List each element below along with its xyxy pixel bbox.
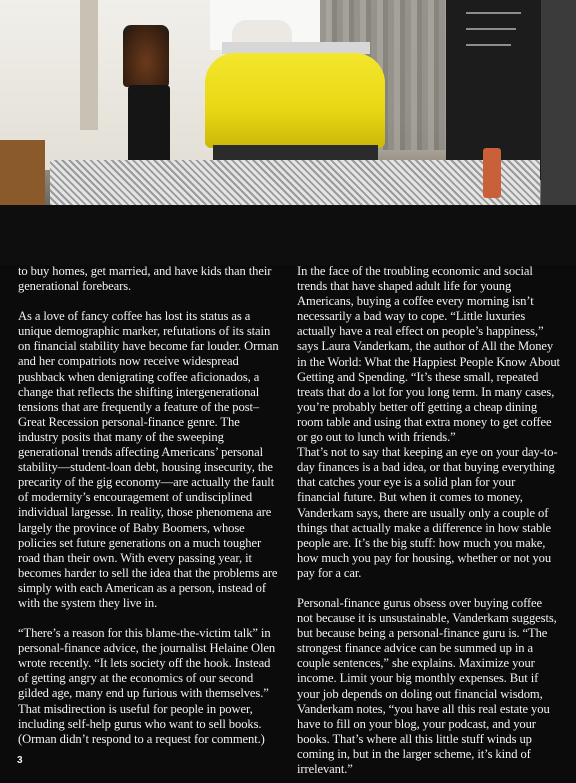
- header-photo: [0, 0, 576, 265]
- paragraph: to buy homes, get married, and have kids than their generational forebears.: [18, 264, 272, 294]
- paragraph: As a love of fancy coffee has lost its status as a unique demographic marker, refutations of its stain on financial stability have become far louder. Orman and her compatriots now receive widespread pushback when denigrating coffee aficionados, a change that reflects the shifting intergenerational tensions that are frequently a feature of the post–Great Recession personal-finance genre. The industry posits that many of the sweeping generational trends affecting Americans’ personal stability—student-loan debt, housing insecurity, the precarity of the gig economy—are actually the fault of modernity’s encouragement of undisciplined individual largesse. In reality, those phenomena are largely the province of Baby Boomers, whose policies set future generations on a much tougher road than their own. With every passing year, it becomes harder to sell the idea that the problems are simply with each American as a person, instead of with the system they live in.: [18, 309, 279, 610]
- coffee-grinder-hopper: [123, 25, 169, 87]
- paragraph: Personal-finance gurus obsess over buying coffee not because it is unsustainable, Vanderkam suggests, but because being a personal-finance guru is. “The strongest finance advice can be summed up in a couple sentences,” she explains. Maximize your income. Limit your big monthly expenses. But if your job depends on doling out financial wisdom, Vanderkam notes, “you have all this real estate you have to fill on your blog, your podcast, and your books. That’s where all this little stuff winds up coming in, but in the larger scheme, it’s kind of irrelevant.”: [297, 595, 557, 776]
- syrup-bottle: [483, 148, 501, 198]
- article-column-left: [18, 264, 280, 747]
- espresso-machine: [205, 53, 385, 148]
- counter-front: [0, 205, 576, 265]
- page-number: 3: [17, 755, 23, 766]
- article-column-right: [297, 264, 560, 777]
- counter-top: [50, 160, 540, 210]
- paragraph: “There’s a reason for this blame-the-victim talk” in personal-finance advice, the journalist Helaine Olen wrote recently. “It lets society off the hook. Instead of getting angry at the economics of our second gilded age, many end up furious with themselves.” That misdirection is useful for people in power, including self-help gurus who want to sell books. (Orman didn’t respond to a request for comment.): [18, 626, 276, 746]
- paragraph: In the face of the troubling economic and social trends that have shaped adult life for young Americans, buying a coffee every morning isn’t necessarily a bad way to cope. “Little luxuries actually have a real effect on people’s happiness,” says Laura Vanderkam, the author of All the Money in the World: What the Happiest People Know About Getting and Spending. “It’s these small, repeated treats that do a lot for you long term. In many cases, you’re probably better off getting a cheap dining room table and using that extra money to get coffee or go out to lunch with friends.”: [297, 264, 560, 445]
- doorway: [80, 0, 98, 130]
- paragraph: That’s not to say that keeping an eye on your day-to-day finances is a bad idea, or that buying everything that catches your eye is a solid plan for your financial future. But when it comes to money, Vanderkam says, there are usually only a couple of things that actually make a difference in how stable people are. It’s the big stuff: how much you make, how much you pay for housing, whether or not you pay for a car.: [297, 445, 558, 580]
